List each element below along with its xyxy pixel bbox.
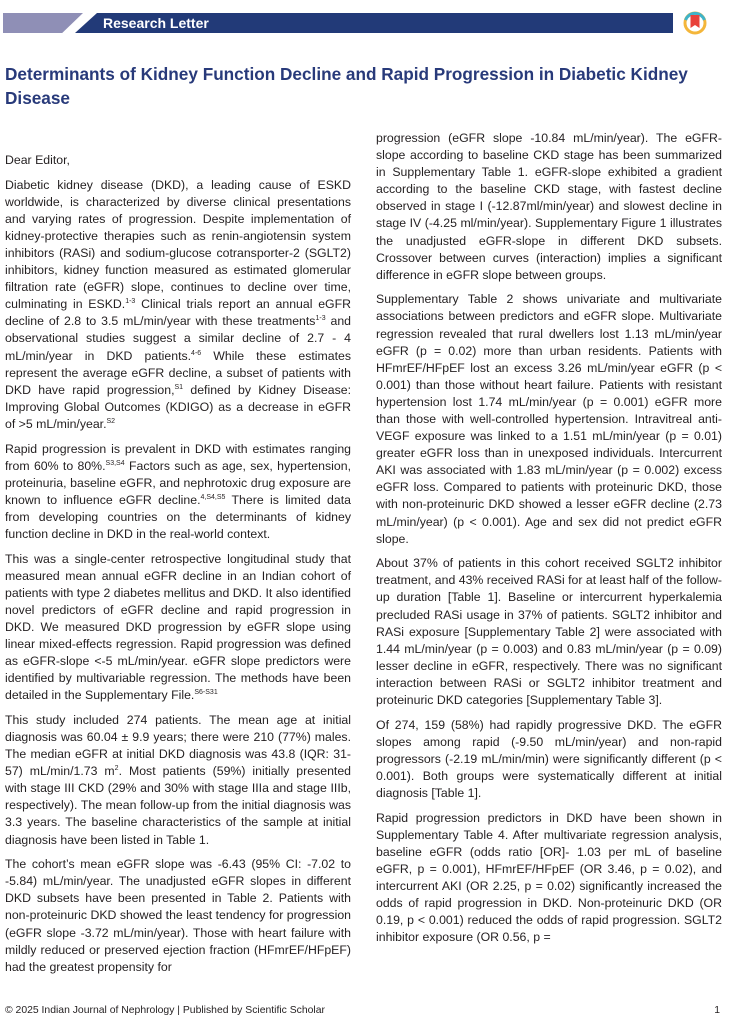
section-label: Research Letter (103, 15, 209, 31)
greeting: Dear Editor, (5, 153, 70, 167)
section-header-bar (3, 13, 673, 33)
body-paragraph: Supplementary Table 2 shows univariate and multivariate associations between predictors and eGFR slope. Multivariate regression revealed that rural dwellers lost 1.13 mL/min/year eGFR (p = 0.02) more than urban residents. Patients with HFmrEF/HFpEF lost an excess 3.26 mL/min/year eGFR (p < 0.001) than those without heart failure. Patients with resistant hypertension lost 1.74 mL/min/year (p = 0.001) eGFR more than those with well-controlled hypertension. Intravitreal anti-VEGF exposure was linked to a 1.51 mL/min/year (p = 0.01) greater eGFR loss than in unexposed individuals. Intercurrent AKI was associated with 1.83 mL/min/year (p = 0.002) excess eGFR loss. Compared to patients with proteinuric DKD, those with non-proteinuric DKD showed a lesser eGFR decline (2.73 mL/min/year) (p < 0.001). Age and sex did not predict eGFR slope. (376, 292, 722, 546)
body-paragraph: Diabetic kidney disease (DKD), a leading cause of ESKD worldwide, is characterized by diverse clinical presentations and varying rates of progression. Despite implementation of kidney-protective therapies such as renin-angiotensin system inhibitors (RASi) and sodium-glucose cotransporter-2 (SGLT2) inhibitors, kidney function measured as estimated glomerular filtration rate (eGFR) slope, continues to decline over time, culminating in ESKD.$^{1-3}$ Clinical trials report an annual eGFR decline of 2.8 to 3.5 mL/min/year with these treatments$^{1-3}$ and observational studies suggest a similar decline of 2.7 - 4 mL/min/year in DKD patients.$^{4-6}$ While these estimates represent the average eGFR decline, a subset of patients with DKD have rapid progression,$^{S1}$ defined by Kidney Disease: Improving Global Outcomes (KDIGO) as a decrease in eGFR of >5 mL/min/year.$^{S2}$ (5, 177, 351, 431)
article-title: Determinants of Kidney Function Decline and Rapid Progression in Diabetic Kidney Disease (5, 64, 688, 108)
header-accent-stripe (3, 13, 83, 33)
body-paragraph: About 37% of patients in this cohort received SGLT2 inhibitor treatment, and 43% received RASi for at least half of the follow-up duration [Table 1]. Baseline or intercurrent hyperkalemia precluded RASi usage in 37% of patients. SGLT2 inhibitor and RASi exposure [Supplementary Table 2] were associated with 1.44 mL/min/year (p = 0.003) and 0.83 mL/min/year (p = 0.09) lesser decline in eGFR, respectively. There was no significant interaction between RASi or SGLT2 inhibitor treatment and proteinuric DKD categories [Supplementary Table 3]. (376, 556, 722, 707)
body-paragraph: This was a single-center retrospective longitudinal study that measured mean annual eGFR decline in an Indian cohort of patients with type 2 diabetes mellitus and DKD. It also identified novel predictors of eGFR decline and rapid progression in DKD. We measured DKD progression by eGFR slope using linear mixed-effects regression. Rapid progression was defined as eGFR-slope <-5 mL/min/year. eGFR slope predictors were identified by multivariable regression. The methods have been detailed in the Supplementary File.$^{S6-S31}$ (5, 551, 351, 703)
citation-reference: 4-6 (191, 349, 202, 357)
body-paragraph: Rapid progression predictors in DKD have been shown in Supplementary Table 4. After multivariate regression analysis, baseline eGFR (odds ratio [OR]- 1.03 per mL of baseline eGFR, p = 0.001), HFmrEF/HFpEF (OR 3.46, p = 0.02), and intercurrent AKI (OR 2.25, p = 0.02) significantly increased the odds of rapid progression in DKD. Non-proteinuric DKD (OR 0.19, p < 0.001) reduced the odds of rapid progression. SGLT2 inhibitor exposure (OR 0.56, p = (376, 810, 722, 945)
citation-reference: 4,S4,S5 (200, 493, 226, 501)
body-paragraph: The cohort’s mean eGFR slope was -6.43 (95% CI: -7.02 to -5.84) mL/min/year. The unadjusted eGFR slopes in different DKD subsets have been presented in Table 2. Patients with non-proteinuric DKD showed the least tendency for progression (eGFR slope -3.72 mL/min/year). Those with heart failure with mildly reduced or preserved ejection fraction (HFmrEF/HFpEF) had the greatest propensity for (5, 857, 351, 974)
citation-reference: S6-S31 (194, 689, 218, 697)
body-paragraph: Rapid progression is prevalent in DKD with estimates ranging from 60% to 80%.$^{S3,S4}$ Factors such as age, sex, hypertension, proteinuria, baseline eGFR, and nephrotoxic drug exposure are known to influence eGFR decline.$^{4,S4,S5}$ There is limited data from developing countries on the determinants of kidney function decline in DKD in the real-world context. (5, 441, 351, 541)
left-column (5, 152, 351, 983)
citation-reference: S3,S4 (105, 459, 125, 467)
journal-bookmark-logo-icon (683, 10, 707, 36)
body-paragraph: Of 274, 159 (58%) had rapidly progressive DKD. The eGFR slopes among rapid (-9.50 mL/min/year) and non-rapid progressors (-2.19 mL/min/min) were significantly different (p < 0.001). Both groups were systematically different at initial diagnosis [Table 1]. (376, 717, 722, 800)
citation-reference: 1-3 (125, 298, 136, 306)
citation-reference: 1-3 (315, 315, 326, 323)
right-column (376, 130, 722, 954)
footer-copyright: © 2025 Indian Journal of Nephrology | Published by Scientific Scholar (5, 1005, 325, 1016)
citation-reference: S1 (174, 383, 184, 391)
citation-reference: S2 (106, 417, 116, 425)
citation-reference: 2 (114, 765, 119, 773)
body-paragraph: progression (eGFR slope -10.84 mL/min/year). The eGFR-slope according to baseline CKD stage has been summarized in Supplementary Table 1. eGFR-slope exhibited a gradient according to the baseline CKD stage, with fastest decline observed in stage I (-12.87ml/min/year) and slowest decline in stage IV (-4.25 ml/min/year). Supplementary Figure 1 illustrates the unadjusted eGFR-slope in different DKD subsets. Crossover between curves (interaction) implies a significant difference in eGFR slope between groups. (376, 131, 722, 282)
body-paragraph: This study included 274 patients. The mean age at initial diagnosis was 60.04 ± 9.9 years; there were 210 (77%) males. The median eGFR at initial DKD diagnosis was 43.8 (IQR: 31-57) mL/min/1.73 $m^2$. Most patients (59%) initially presented with stage III CKD (29% and 30% with stage IIIa and stage IIIb, respectively). The mean follow-up from the initial diagnosis was 3.3 years. The baseline characteristics of the sample at initial diagnosis have been listed in Table 1. (5, 712, 351, 847)
page-number: 1 (714, 1005, 720, 1016)
